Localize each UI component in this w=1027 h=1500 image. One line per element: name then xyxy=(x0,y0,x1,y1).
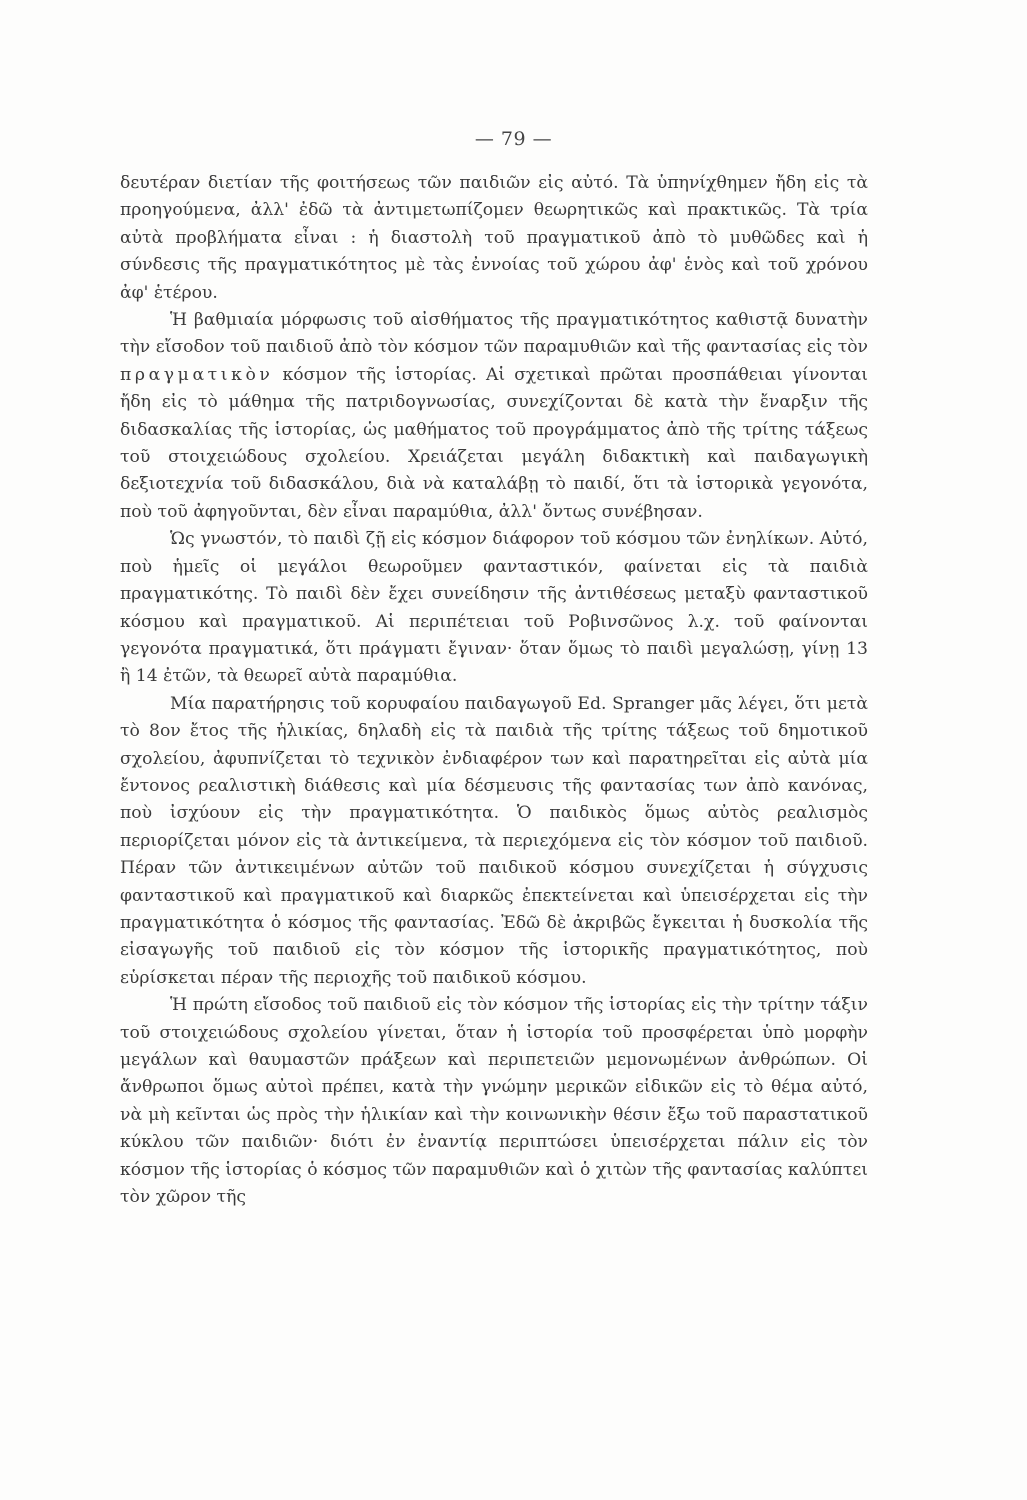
paragraph-3: Ὡς γνωστόν, τὸ παιδὶ ζῇ εἰς κόσμον διάφορον τοῦ κόσμου τῶν ἐνηλίκων. Αὐτό, ποὺ ἡμεῖς οἱ μεγάλοι θεωροῦμεν φανταστικόν, φαίνεται εἰς τὰ παιδιὰ πραγματικότης. Τὸ παιδὶ δὲν ἔχει συνείδησιν τῆς ἀντιθέσεως μεταξὺ φανταστικοῦ κόσμου καὶ πραγματικοῦ. Αἱ περιπέτειαι τοῦ Ροβινσῶνος λ.χ. τοῦ φαίνονται γεγονότα πραγματικά, ὅτι πράγματι ἔγιναν· ὅταν ὅμως τὸ παιδὶ μεγαλώσῃ, γίνῃ 13 ἢ 14 ἐτῶν, τὰ θεωρεῖ αὐτὰ παραμύθια. xyxy=(120,529,868,687)
paragraph-2-before: Ἡ βαθμιαία μόρφωσις τοῦ αἰσθήματος τῆς πραγματικότητος καθιστᾷ δυνατὴν τὴν εἴσοδον τοῦ παιδιοῦ ἀπὸ τὸν κόσμον τῶν παραμυθιῶν καὶ τῆς φαντασίας εἰς τὸν xyxy=(120,310,868,358)
page-number: — 79 — xyxy=(474,128,553,150)
paragraph-1: δευτέραν διετίαν τῆς φοιτήσεως τῶν παιδιῶν εἰς αὐτό. Τὰ ὑπηνίχθημεν ἤδη εἰς τὰ προηγούμενα, ἀλλ' ἐδῶ τὰ ἀντιμετωπίζομεν θεωρητικῶς καὶ πρακτικῶς. Τὰ τρία αὐτὰ προβλήματα εἶναι : ἡ διαστολὴ τοῦ πραγματικοῦ ἀπὸ τὸ μυθῶδες καὶ ἡ σύνδεσις τῆς πραγματικότητος μὲ τὰς ἐννοίας τοῦ χώρου ἀφ' ἑνὸς καὶ τοῦ χρόνου ἀφ' ἑτέρου. xyxy=(120,173,868,303)
paragraph-2-emphasis: πραγματικὸν xyxy=(120,364,274,385)
paragraph-5: Ἡ πρώτη εἴσοδος τοῦ παιδιοῦ εἰς τὸν κόσμον τῆς ἱστορίας εἰς τὴν τρίτην τάξιν τοῦ στοιχειώδους σχολείου γίνεται, ὅταν ἡ ἱστορία τοῦ προσφέρεται ὑπὸ μορφὴν μεγάλων καὶ θαυμαστῶν πράξεων καὶ περιπετειῶν μεμονωμένων ἀνθρώπων. Οἱ ἄνθρωποι ὅμως αὐτοὶ πρέπει, κατὰ τὴν γνώμην μερικῶν εἰδικῶν εἰς τὸ θέμα αὐτό, νὰ μὴ κεῖνται ὡς πρὸς τὴν ἡλικίαν καὶ τὴν κοινωνικὴν θέσιν ἔξω τοῦ παραστατικοῦ κύκλου τῶν παιδιῶν· διότι ἐν ἐναντίᾳ περιπτώσει ὑπεισέρχεται πάλιν εἰς τὸν κόσμον τῆς ἱστορίας ὁ κόσμος τῶν παραμυθιῶν καὶ ὁ χιτὼν τῆς φαντασίας καλύπτει τὸν χῶρον τῆς xyxy=(120,995,868,1208)
body-text xyxy=(120,170,868,1211)
paragraph-2 xyxy=(120,307,868,526)
paragraph-2-after: κόσμον τῆς ἱστορίας. Αἱ σχετικαὶ πρῶται προσπάθειαι γίνονται ἤδη εἰς τὸ μάθημα τῆς πατριδογνωσίας, συνεχίζονται δὲ κατὰ τὴν ἔναρξιν τῆς διδασκαλίας τῆς ἱστορίας, ὡς μαθήματος τοῦ προγράμματος ἀπὸ τῆς τρίτης τάξεως τοῦ στοιχειώδους σχολείου. Χρειάζεται μεγάλη διδακτικὴ καὶ παιδαγωγικὴ δεξιοτεχνία τοῦ διδασκάλου, διὰ νὰ καταλάβῃ τὸ παιδί, ὅτι τὰ ἱστορικὰ γεγονότα, ποὺ τοῦ ἀφηγοῦνται, δὲν εἶναι παραμύθια, ἀλλ' ὄντως συνέβησαν. xyxy=(120,364,868,522)
paragraph-4: Μία παρατήρησις τοῦ κορυφαίου παιδαγωγοῦ Ed. Spranger μᾶς λέγει, ὅτι μετὰ τὸ 8ον ἔτος τῆς ἡλικίας, δηλαδὴ εἰς τὰ παιδιὰ τῆς τρίτης τάξεως τοῦ δημοτικοῦ σχολείου, ἀφυπνίζεται τὸ τεχνικὸν ἐνδιαφέρον των καὶ παρατηρεῖται εἰς αὐτὰ μία ἔντονος ρεαλιστικὴ διάθεσις καὶ μία δέσμευσις τῆς φαντασίας των ἀπὸ κανόνας, ποὺ ἰσχύουν εἰς τὴν πραγματικότητα. Ὁ παιδικὸς ὅμως αὐτὸς ρεαλισμὸς περιορίζεται μόνον εἰς τὰ ἀντικείμενα, τὰ περιεχόμενα εἰς τὸν κόσμον τοῦ παιδιοῦ. Πέραν τῶν ἀντικειμένων αὐτῶν τοῦ παιδικοῦ κόσμου συνεχίζεται ἡ σύγχυσις φανταστικοῦ καὶ πραγματικοῦ καὶ διαρκῶς ἐπεκτείνεται καὶ ὑπεισέρχεται εἰς τὴν πραγματικότητα ὁ κόσμος τῆς φαντασίας. Ἐδῶ δὲ ἀκριβῶς ἔγκειται ἡ δυσκολία τῆς εἰσαγωγῆς τοῦ παιδιοῦ εἰς τὸν κόσμον τῆς ἱστορικῆς πραγματικότητος, ποὺ εὑρίσκεται πέραν τῆς περιοχῆς τοῦ παιδικοῦ κόσμου. xyxy=(120,693,868,988)
